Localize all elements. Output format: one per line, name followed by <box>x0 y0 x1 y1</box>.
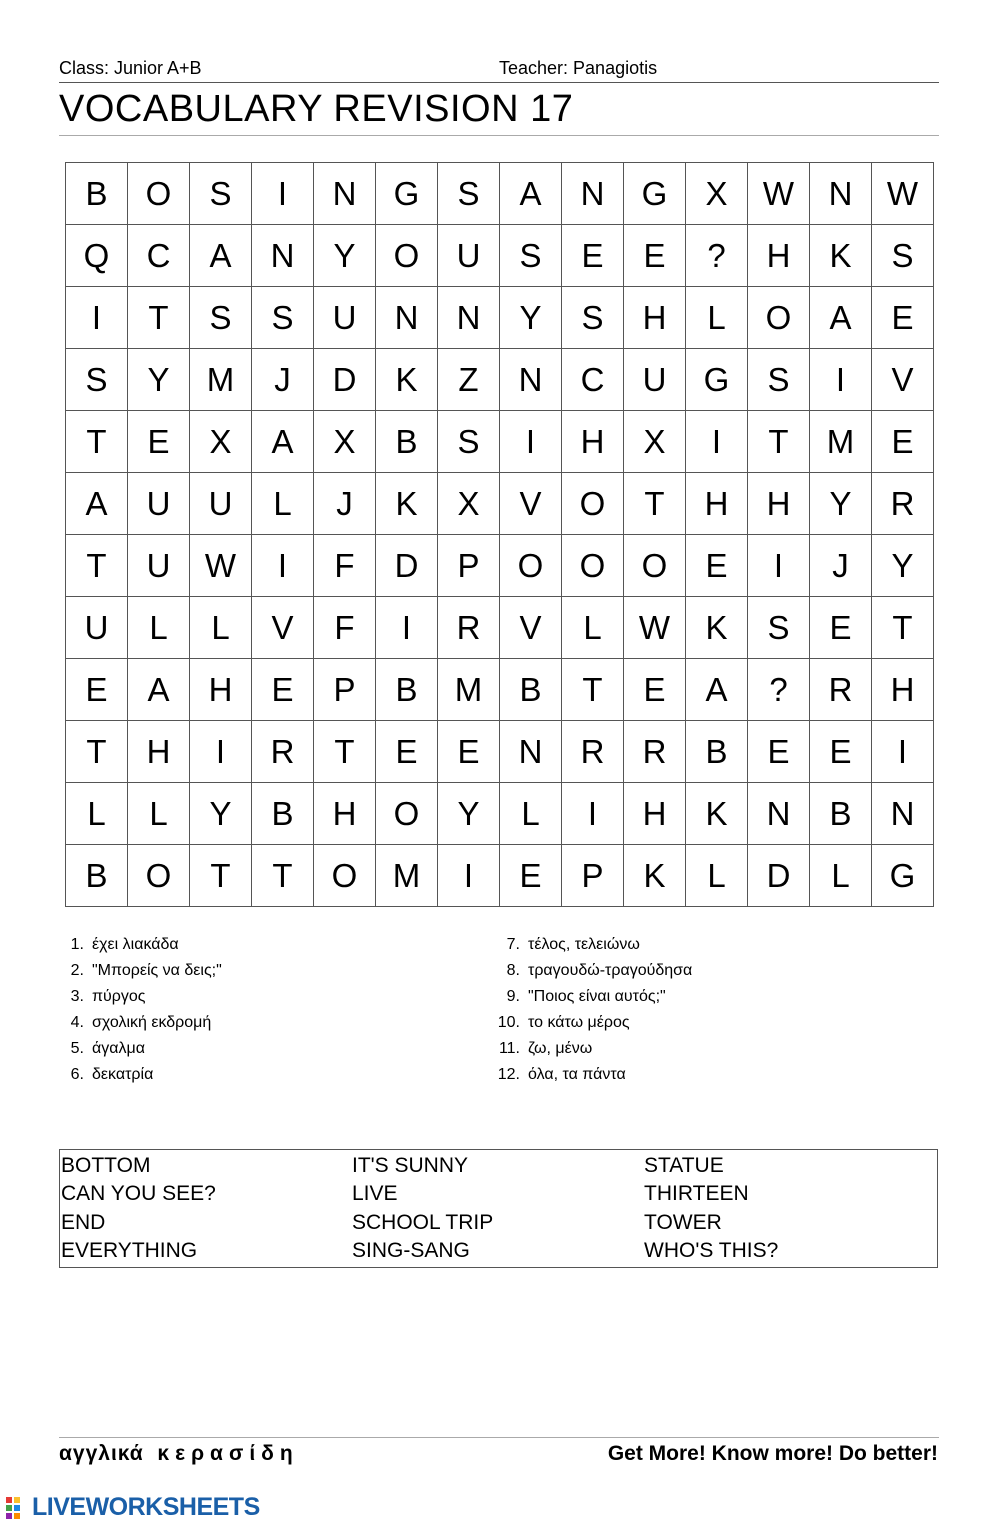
word-bank-item: TOWER <box>644 1210 722 1234</box>
grid-row <box>66 473 934 535</box>
grid-cell[interactable]: H <box>562 411 624 473</box>
grid-cell[interactable]: O <box>500 535 562 597</box>
grid-cell[interactable]: N <box>748 783 810 845</box>
class-label: Class: Junior A+B <box>59 58 202 78</box>
clue-number: 11. <box>498 1040 520 1057</box>
grid-cell[interactable]: K <box>686 783 748 845</box>
grid-cell[interactable]: V <box>872 349 934 411</box>
grid-cell[interactable]: S <box>66 349 128 411</box>
grid-cell[interactable]: I <box>810 349 872 411</box>
grid-cell[interactable]: N <box>562 163 624 225</box>
title-divider <box>59 135 939 136</box>
grid-row <box>66 535 934 597</box>
grid-cell[interactable]: V <box>500 597 562 659</box>
grid-cell[interactable]: I <box>66 287 128 349</box>
clue-text: τέλος, τελειώνω <box>528 936 640 953</box>
grid-cell[interactable]: D <box>314 349 376 411</box>
logo-blocks-icon <box>6 1497 28 1519</box>
grid-cell[interactable]: B <box>66 845 128 907</box>
grid-cell[interactable]: L <box>686 845 748 907</box>
grid-cell[interactable]: E <box>624 659 686 721</box>
grid-cell[interactable]: L <box>562 597 624 659</box>
grid-cell[interactable]: H <box>686 473 748 535</box>
grid-cell[interactable]: U <box>438 225 500 287</box>
grid-cell[interactable]: S <box>562 287 624 349</box>
grid-cell[interactable]: T <box>624 473 686 535</box>
grid-cell[interactable]: I <box>686 411 748 473</box>
grid-cell[interactable]: P <box>562 845 624 907</box>
grid-cell[interactable]: I <box>252 535 314 597</box>
grid-cell[interactable]: I <box>252 163 314 225</box>
grid-cell[interactable]: A <box>810 287 872 349</box>
clue-text: σχολική εκδρομή <box>92 1014 212 1031</box>
grid-cell[interactable]: H <box>872 659 934 721</box>
clue-item <box>56 1038 222 1064</box>
clue-item <box>56 934 222 960</box>
grid-cell[interactable]: I <box>190 721 252 783</box>
word-bank-item: CAN YOU SEE? <box>61 1182 216 1206</box>
grid-cell[interactable]: H <box>748 473 810 535</box>
grid-cell[interactable]: Z <box>438 349 500 411</box>
clue-number: 2. <box>70 962 84 979</box>
grid-cell[interactable]: E <box>810 721 872 783</box>
clue-number: 4. <box>70 1014 84 1031</box>
clue-item <box>56 986 222 1012</box>
clue-item <box>494 1012 692 1038</box>
word-bank-column <box>644 1152 778 1265</box>
grid-row <box>66 349 934 411</box>
grid-cell[interactable]: G <box>376 163 438 225</box>
grid-cell[interactable]: Y <box>128 349 190 411</box>
grid-cell[interactable]: G <box>624 163 686 225</box>
grid-row <box>66 721 934 783</box>
grid-cell[interactable]: H <box>624 783 686 845</box>
grid-cell[interactable]: E <box>748 721 810 783</box>
grid-cell[interactable]: H <box>128 721 190 783</box>
grid-cell[interactable]: N <box>438 287 500 349</box>
clue-item <box>56 1012 222 1038</box>
clue-number: 12. <box>497 1066 520 1083</box>
grid-cell[interactable]: U <box>128 473 190 535</box>
grid-cell[interactable]: J <box>252 349 314 411</box>
grid-cell[interactable]: A <box>500 163 562 225</box>
word-search-grid[interactable] <box>65 162 934 907</box>
clue-item <box>494 960 692 986</box>
clue-number: 8. <box>506 962 520 979</box>
grid-cell[interactable]: S <box>438 163 500 225</box>
word-bank-item: END <box>61 1210 106 1234</box>
word-bank-item: STATUE <box>644 1154 724 1177</box>
grid-cell[interactable]: H <box>314 783 376 845</box>
clue-number: 9. <box>506 988 520 1005</box>
clue-item <box>494 934 692 960</box>
clue-item <box>56 1064 222 1090</box>
grid-cell[interactable]: O <box>376 225 438 287</box>
word-bank-item: EVERYTHING <box>61 1238 198 1262</box>
grid-cell[interactable]: J <box>810 535 872 597</box>
word-bank-item: BOTTOM <box>61 1154 151 1177</box>
grid-cell[interactable]: E <box>438 721 500 783</box>
page-title: VOCABULARY REVISION 17 <box>59 88 574 130</box>
grid-cell[interactable]: T <box>748 411 810 473</box>
grid-cell[interactable]: M <box>438 659 500 721</box>
grid-cell[interactable]: S <box>190 287 252 349</box>
grid-cell[interactable]: T <box>190 845 252 907</box>
grid-cell[interactable]: K <box>810 225 872 287</box>
grid-cell[interactable]: J <box>314 473 376 535</box>
grid-cell[interactable]: B <box>66 163 128 225</box>
grid-cell[interactable]: I <box>562 783 624 845</box>
teacher-label: Teacher: Panagiotis <box>499 58 658 78</box>
clue-text: "Μπορείς να δεις;" <box>92 962 222 979</box>
grid-cell[interactable]: V <box>500 473 562 535</box>
grid-cell[interactable]: N <box>810 163 872 225</box>
clue-number: 5. <box>70 1040 84 1057</box>
grid-cell[interactable]: X <box>686 163 748 225</box>
grid-row <box>66 163 934 225</box>
grid-cell[interactable]: L <box>128 783 190 845</box>
grid-cell[interactable]: S <box>872 225 934 287</box>
word-bank-item: IT'S SUNNY <box>352 1154 469 1177</box>
clue-text: έχει λιακάδα <box>92 936 179 953</box>
word-bank-column <box>61 1152 216 1265</box>
grid-cell[interactable]: U <box>66 597 128 659</box>
grid-cell[interactable]: A <box>128 659 190 721</box>
grid-cell[interactable]: G <box>686 349 748 411</box>
clue-text: πύργος <box>92 988 146 1005</box>
grid-cell[interactable]: E <box>562 225 624 287</box>
grid-cell[interactable]: W <box>624 597 686 659</box>
clue-text: τραγουδώ-τραγούδησα <box>528 962 693 979</box>
grid-cell[interactable]: B <box>500 659 562 721</box>
grid-cell[interactable]: B <box>252 783 314 845</box>
grid-cell[interactable]: I <box>872 721 934 783</box>
grid-cell[interactable]: I <box>376 597 438 659</box>
footer-word-2: κερασίδη <box>157 1442 299 1465</box>
grid-cell[interactable]: C <box>562 349 624 411</box>
word-bank-item: LIVE <box>352 1182 398 1206</box>
clue-list-right <box>494 934 692 1090</box>
grid-cell[interactable]: O <box>376 783 438 845</box>
grid-cell[interactable]: N <box>252 225 314 287</box>
grid-cell[interactable]: N <box>872 783 934 845</box>
grid-row <box>66 783 934 845</box>
clue-number: 3. <box>70 988 84 1005</box>
clue-text: ζω, μένω <box>528 1040 593 1057</box>
grid-cell[interactable]: R <box>810 659 872 721</box>
grid-cell[interactable]: C <box>128 225 190 287</box>
grid-cell[interactable]: E <box>252 659 314 721</box>
clue-item <box>494 1038 692 1064</box>
clue-text: το κάτω μέρος <box>528 1014 630 1031</box>
grid-cell[interactable]: X <box>314 411 376 473</box>
grid-cell[interactable]: X <box>438 473 500 535</box>
grid-cell[interactable]: T <box>66 411 128 473</box>
grid-cell[interactable]: B <box>810 783 872 845</box>
grid-row <box>66 659 934 721</box>
grid-row <box>66 411 934 473</box>
word-bank-item: WHO'S THIS? <box>644 1238 779 1262</box>
grid-cell[interactable]: F <box>314 535 376 597</box>
footer-left-text <box>59 1442 299 1466</box>
footer-divider <box>59 1437 939 1438</box>
grid-cell[interactable]: T <box>252 845 314 907</box>
grid-cell[interactable]: S <box>252 287 314 349</box>
grid-cell[interactable]: P <box>438 535 500 597</box>
clue-number: 7. <box>506 936 520 953</box>
grid-cell[interactable]: F <box>314 597 376 659</box>
grid-cell[interactable]: Y <box>314 225 376 287</box>
grid-cell[interactable]: K <box>376 349 438 411</box>
grid-cell[interactable]: P <box>314 659 376 721</box>
grid-cell[interactable]: O <box>314 845 376 907</box>
grid-cell[interactable]: Y <box>438 783 500 845</box>
grid-cell[interactable]: E <box>686 535 748 597</box>
grid-cell[interactable]: H <box>624 287 686 349</box>
grid-cell[interactable]: D <box>748 845 810 907</box>
grid-cell[interactable]: O <box>128 845 190 907</box>
word-bank <box>59 1149 938 1268</box>
grid-cell[interactable]: T <box>314 721 376 783</box>
clue-text: άγαλμα <box>92 1040 145 1057</box>
grid-cell[interactable]: O <box>748 287 810 349</box>
footer-slogan: Get More! Know more! Do better! <box>607 1442 938 1465</box>
clue-number: 10. <box>497 1014 520 1031</box>
grid-cell[interactable]: A <box>66 473 128 535</box>
clue-text: όλα, τα πάντα <box>528 1066 626 1083</box>
grid-cell[interactable]: U <box>128 535 190 597</box>
header-divider <box>59 82 939 83</box>
liveworksheets-logo[interactable] <box>6 1493 260 1522</box>
grid-cell[interactable]: B <box>376 659 438 721</box>
grid-cell[interactable]: V <box>252 597 314 659</box>
grid-cell[interactable]: L <box>500 783 562 845</box>
grid-cell[interactable]: E <box>872 411 934 473</box>
grid-cell[interactable]: H <box>748 225 810 287</box>
grid-cell[interactable]: O <box>128 163 190 225</box>
grid-cell[interactable]: T <box>66 721 128 783</box>
grid-cell[interactable]: L <box>66 783 128 845</box>
grid-cell[interactable]: W <box>748 163 810 225</box>
grid-cell[interactable]: R <box>624 721 686 783</box>
grid-cell[interactable]: I <box>748 535 810 597</box>
grid-cell[interactable]: Y <box>810 473 872 535</box>
clue-item <box>494 986 692 1012</box>
grid-cell[interactable]: K <box>376 473 438 535</box>
grid-cell[interactable]: Y <box>872 535 934 597</box>
clue-number: 1. <box>70 936 84 953</box>
grid-cell[interactable]: Y <box>190 783 252 845</box>
grid-cell[interactable]: M <box>810 411 872 473</box>
grid-cell[interactable]: L <box>252 473 314 535</box>
grid-cell[interactable]: I <box>500 411 562 473</box>
grid-cell[interactable]: E <box>66 659 128 721</box>
grid-cell[interactable]: K <box>624 845 686 907</box>
grid-cell[interactable]: A <box>686 659 748 721</box>
grid-cell[interactable]: S <box>748 597 810 659</box>
grid-cell[interactable]: O <box>624 535 686 597</box>
grid-cell[interactable]: U <box>314 287 376 349</box>
grid-cell[interactable]: X <box>624 411 686 473</box>
grid-cell[interactable]: T <box>562 659 624 721</box>
grid-cell[interactable]: T <box>128 287 190 349</box>
grid-cell[interactable]: ? <box>686 225 748 287</box>
grid-cell[interactable]: R <box>438 597 500 659</box>
grid-cell[interactable]: S <box>438 411 500 473</box>
grid-cell[interactable]: O <box>562 535 624 597</box>
grid-row <box>66 597 934 659</box>
clue-text: "Ποιος είναι αυτός;" <box>528 988 666 1005</box>
grid-cell[interactable]: S <box>500 225 562 287</box>
grid-cell[interactable]: M <box>376 845 438 907</box>
grid-cell[interactable]: M <box>190 349 252 411</box>
grid-cell[interactable]: E <box>810 597 872 659</box>
grid-row <box>66 225 934 287</box>
grid-row <box>66 287 934 349</box>
word-bank-column <box>352 1152 493 1265</box>
grid-cell[interactable]: N <box>500 349 562 411</box>
grid-cell[interactable]: U <box>190 473 252 535</box>
clue-item <box>56 960 222 986</box>
clue-number: 6. <box>70 1066 84 1083</box>
word-bank-item: THIRTEEN <box>644 1182 749 1206</box>
grid-cell[interactable]: T <box>66 535 128 597</box>
clue-item <box>494 1064 692 1090</box>
logo-text: LIVEWORKSHEETS <box>32 1493 260 1521</box>
grid-cell[interactable]: O <box>562 473 624 535</box>
grid-cell[interactable]: E <box>376 721 438 783</box>
word-bank-item: SCHOOL TRIP <box>352 1210 494 1234</box>
grid-cell[interactable]: N <box>314 163 376 225</box>
grid-cell[interactable]: I <box>438 845 500 907</box>
grid-cell[interactable]: U <box>624 349 686 411</box>
grid-cell[interactable]: Y <box>500 287 562 349</box>
grid-cell[interactable]: L <box>686 287 748 349</box>
clue-list-left <box>56 934 222 1090</box>
grid-cell[interactable]: E <box>128 411 190 473</box>
grid-cell[interactable]: S <box>748 349 810 411</box>
grid-cell[interactable]: E <box>500 845 562 907</box>
grid-cell[interactable]: H <box>190 659 252 721</box>
grid-cell[interactable]: L <box>810 845 872 907</box>
grid-cell[interactable]: T <box>872 597 934 659</box>
grid-cell[interactable]: D <box>376 535 438 597</box>
word-bank-item: SING-SANG <box>352 1238 470 1262</box>
footer-word-1: αγγλικά <box>59 1442 144 1465</box>
grid-cell[interactable]: N <box>376 287 438 349</box>
grid-cell[interactable]: ? <box>748 659 810 721</box>
grid-cell[interactable]: N <box>500 721 562 783</box>
grid-cell[interactable]: B <box>686 721 748 783</box>
grid-cell[interactable]: Q <box>66 225 128 287</box>
grid-cell[interactable]: W <box>872 163 934 225</box>
grid-cell[interactable]: G <box>872 845 934 907</box>
grid-cell[interactable]: A <box>252 411 314 473</box>
grid-cell[interactable]: W <box>190 535 252 597</box>
grid-cell[interactable]: L <box>190 597 252 659</box>
grid-cell[interactable]: E <box>624 225 686 287</box>
grid-cell[interactable]: A <box>190 225 252 287</box>
grid-cell[interactable]: R <box>872 473 934 535</box>
grid-row <box>66 845 934 907</box>
grid-cell[interactable]: S <box>190 163 252 225</box>
grid-cell[interactable]: X <box>190 411 252 473</box>
grid-cell[interactable]: E <box>872 287 934 349</box>
grid-cell[interactable]: L <box>128 597 190 659</box>
grid-cell[interactable]: R <box>562 721 624 783</box>
grid-cell[interactable]: R <box>252 721 314 783</box>
clue-text: δεκατρία <box>92 1066 154 1083</box>
grid-cell[interactable]: K <box>686 597 748 659</box>
grid-cell[interactable]: B <box>376 411 438 473</box>
